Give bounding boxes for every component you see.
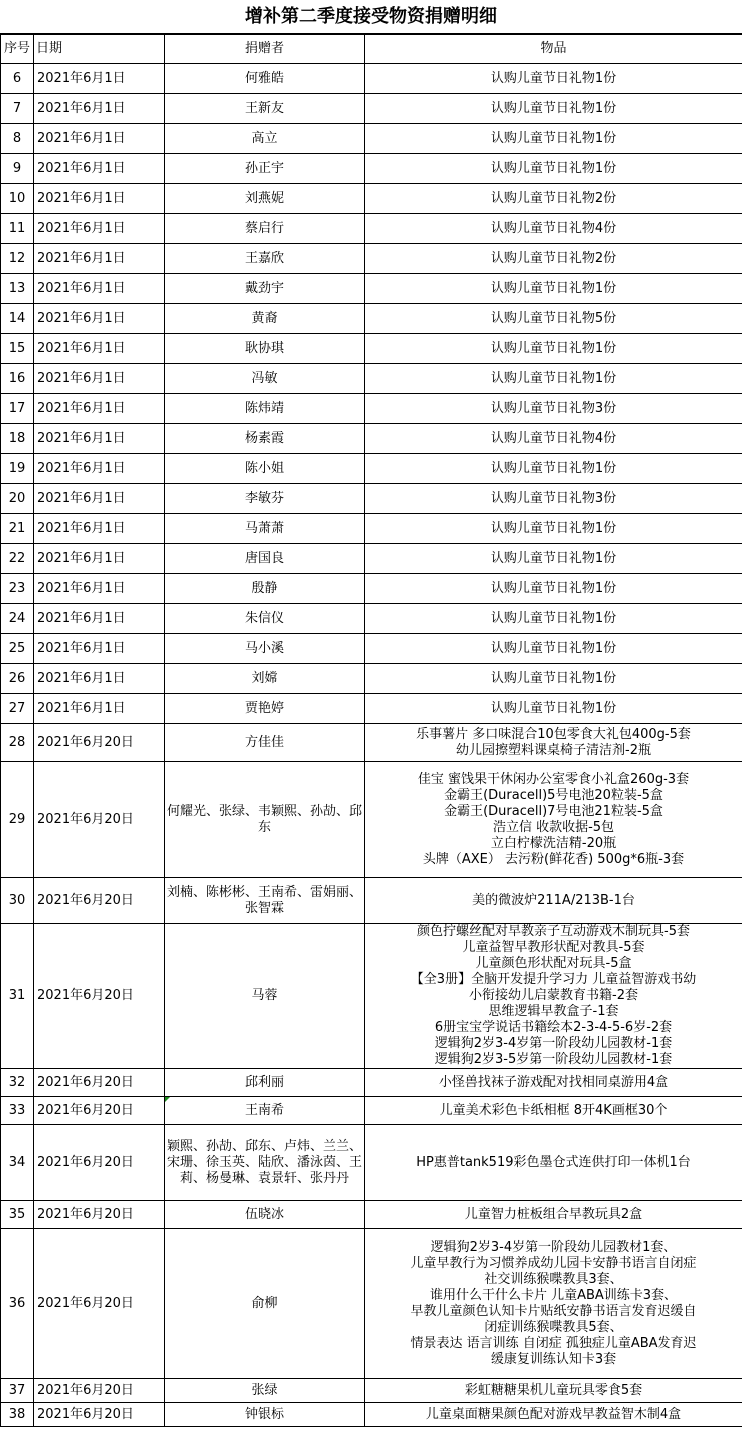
table-row <box>1 544 742 574</box>
row-date[interactable]: 2021年6月1日 <box>34 634 165 664</box>
table-row <box>1 304 742 334</box>
row-date[interactable]: 2021年6月1日 <box>34 274 165 304</box>
row-item[interactable]: 认购儿童节日礼物1份 <box>365 664 742 694</box>
row-donor[interactable]: 冯敏 <box>165 364 365 394</box>
table-row <box>1 604 742 634</box>
row-date[interactable]: 2021年6月20日 <box>34 1125 165 1201</box>
row-number[interactable]: 18 <box>1 424 34 454</box>
row-item[interactable]: 认购儿童节日礼物1份 <box>365 64 742 94</box>
row-donor[interactable]: 马萧萧 <box>165 514 365 544</box>
table-row <box>1 1201 742 1229</box>
row-donor[interactable]: 李敏芬 <box>165 484 365 514</box>
row-item[interactable]: 逻辑狗2岁3-4岁第一阶段幼儿园教材1套、 儿童早教行为习惯养成幼儿园卡安静书语言自闭症 社交训练猴喋教具3套、 谁用什么干什么卡片 儿童ABA训练卡3套、 早教儿童颜色认知卡片贴纸安静书语言发育迟缓自 闭症训练猴喋教具5套、 情景表达 语言训练 自闭症 孤独症儿童ABA发育迟 缓康复训练认知卡3套 <box>365 1229 742 1379</box>
table-row <box>1 154 742 184</box>
row-date[interactable]: 2021年6月20日 <box>34 1201 165 1229</box>
row-item[interactable]: 认购儿童节日礼物1份 <box>365 94 742 124</box>
row-date[interactable]: 2021年6月1日 <box>34 544 165 574</box>
row-donor[interactable]: 颖熙、孙劼、邱东、卢炜、兰兰、宋珊、徐玉英、陆欣、潘泳茵、王莉、杨曼琳、袁景轩、张丹丹 <box>165 1125 365 1201</box>
row-date[interactable]: 2021年6月1日 <box>34 604 165 634</box>
row-date[interactable]: 2021年6月1日 <box>34 454 165 484</box>
row-item[interactable]: 美的微波炉211A/213B-1台 <box>365 878 742 924</box>
row-number[interactable]: 16 <box>1 364 34 394</box>
table-row <box>1 334 742 364</box>
row-item[interactable]: 认购儿童节日礼物1份 <box>365 604 742 634</box>
row-number[interactable]: 6 <box>1 64 34 94</box>
header-no[interactable]: 序号 <box>1 35 34 64</box>
row-item[interactable]: 认购儿童节日礼物3份 <box>365 394 742 424</box>
row-date[interactable]: 2021年6月1日 <box>34 124 165 154</box>
row-number[interactable]: 31 <box>1 924 34 1069</box>
row-item[interactable]: 认购儿童节日礼物2份 <box>365 244 742 274</box>
row-number[interactable]: 11 <box>1 214 34 244</box>
row-donor[interactable]: 黄裔 <box>165 304 365 334</box>
row-number[interactable]: 23 <box>1 574 34 604</box>
table-row <box>1 454 742 484</box>
row-number[interactable]: 33 <box>1 1097 34 1125</box>
row-number[interactable]: 38 <box>1 1403 34 1427</box>
row-date[interactable]: 2021年6月20日 <box>34 1069 165 1097</box>
row-item[interactable]: 认购儿童节日礼物1份 <box>365 634 742 664</box>
table-row <box>1 1379 742 1403</box>
row-donor[interactable]: 伍晓冰 <box>165 1201 365 1229</box>
row-item[interactable]: 认购儿童节日礼物1份 <box>365 694 742 724</box>
row-date[interactable]: 2021年6月20日 <box>34 1229 165 1379</box>
row-number[interactable]: 15 <box>1 334 34 364</box>
donation-table <box>0 34 742 1427</box>
row-donor[interactable]: 耿协琪 <box>165 334 365 364</box>
row-donor[interactable]: 马小溪 <box>165 634 365 664</box>
table-row <box>1 574 742 604</box>
row-date[interactable]: 2021年6月20日 <box>34 1403 165 1427</box>
row-number[interactable]: 27 <box>1 694 34 724</box>
row-donor[interactable]: 邱利丽 <box>165 1069 365 1097</box>
row-date[interactable]: 2021年6月1日 <box>34 424 165 454</box>
row-number[interactable]: 10 <box>1 184 34 214</box>
row-date[interactable]: 2021年6月1日 <box>34 244 165 274</box>
row-donor[interactable]: 殷静 <box>165 574 365 604</box>
row-item[interactable]: 佳宝 蜜饯果干休闲办公室零食小礼盒260g-3套 金霸王(Duracell)5号电池20粒装-5盒 金霸王(Duracell)7号电池21粒装-5盒 浩立信 收款收据-5包 立白柠檬洗洁精-20瓶 头牌（AXE） 去污粉(鲜花香) 500g*6瓶-3套 <box>365 762 742 878</box>
table-row <box>1 124 742 154</box>
table-row <box>1 762 742 878</box>
row-date[interactable]: 2021年6月1日 <box>34 514 165 544</box>
row-date[interactable]: 2021年6月1日 <box>34 154 165 184</box>
row-donor[interactable]: 张绿 <box>165 1379 365 1403</box>
row-donor[interactable]: 陈炜靖 <box>165 394 365 424</box>
row-donor[interactable]: 王嘉欣 <box>165 244 365 274</box>
row-item[interactable]: 认购儿童节日礼物4份 <box>365 214 742 244</box>
header-date[interactable]: 日期 <box>34 35 165 64</box>
row-date[interactable]: 2021年6月1日 <box>34 694 165 724</box>
row-number[interactable]: 37 <box>1 1379 34 1403</box>
row-donor[interactable]: 高立 <box>165 124 365 154</box>
row-number[interactable]: 26 <box>1 664 34 694</box>
row-donor[interactable]: 戴劲宇 <box>165 274 365 304</box>
row-item[interactable]: 小怪兽找袜子游戏配对找相同桌游用4盒 <box>365 1069 742 1097</box>
row-date[interactable]: 2021年6月20日 <box>34 1097 165 1125</box>
row-item[interactable]: 认购儿童节日礼物1份 <box>365 364 742 394</box>
row-date[interactable]: 2021年6月1日 <box>34 334 165 364</box>
row-item[interactable]: 彩虹糖糖果机儿童玩具零食5套 <box>365 1379 742 1403</box>
row-donor[interactable]: 朱信仪 <box>165 604 365 634</box>
row-number[interactable]: 21 <box>1 514 34 544</box>
row-number[interactable]: 32 <box>1 1069 34 1097</box>
row-number[interactable]: 14 <box>1 304 34 334</box>
table-row <box>1 694 742 724</box>
table-row <box>1 394 742 424</box>
row-donor[interactable]: 何耀光、张绿、韦颖熙、孙劼、邱东 <box>165 762 365 878</box>
table-row <box>1 364 742 394</box>
row-number[interactable]: 12 <box>1 244 34 274</box>
table-row <box>1 1069 742 1097</box>
row-item[interactable]: 认购儿童节日礼物1份 <box>365 154 742 184</box>
row-item[interactable]: 认购儿童节日礼物1份 <box>365 574 742 604</box>
row-item[interactable]: 乐事薯片 多口味混合10包零食大礼包400g-5套 幼儿园擦塑料课桌椅子清洁剂-2瓶 <box>365 724 742 762</box>
row-date[interactable]: 2021年6月20日 <box>34 878 165 924</box>
row-date[interactable]: 2021年6月1日 <box>34 304 165 334</box>
row-item[interactable]: 认购儿童节日礼物1份 <box>365 514 742 544</box>
table-row <box>1 424 742 454</box>
row-date[interactable]: 2021年6月1日 <box>34 574 165 604</box>
table-row <box>1 634 742 664</box>
row-item[interactable]: 认购儿童节日礼物1份 <box>365 454 742 484</box>
row-donor[interactable]: 刘嫦 <box>165 664 365 694</box>
row-number[interactable]: 9 <box>1 154 34 184</box>
row-donor[interactable]: 蔡启行 <box>165 214 365 244</box>
row-donor[interactable]: 何雅皓 <box>165 64 365 94</box>
table-row <box>1 724 742 762</box>
row-item[interactable]: 认购儿童节日礼物5份 <box>365 304 742 334</box>
row-number[interactable]: 24 <box>1 604 34 634</box>
row-number[interactable]: 17 <box>1 394 34 424</box>
table-row <box>1 878 742 924</box>
row-item[interactable]: 认购儿童节日礼物4份 <box>365 424 742 454</box>
row-number[interactable]: 28 <box>1 724 34 762</box>
row-number[interactable]: 20 <box>1 484 34 514</box>
row-date[interactable]: 2021年6月1日 <box>34 484 165 514</box>
row-date[interactable]: 2021年6月20日 <box>34 762 165 878</box>
row-number[interactable]: 29 <box>1 762 34 878</box>
table-row <box>1 244 742 274</box>
table-row <box>1 484 742 514</box>
table-row <box>1 1403 742 1427</box>
table-row <box>1 1229 742 1379</box>
row-number[interactable]: 7 <box>1 94 34 124</box>
row-donor[interactable]: 马蓉 <box>165 924 365 1069</box>
row-number[interactable]: 36 <box>1 1229 34 1379</box>
row-item[interactable]: 认购儿童节日礼物1份 <box>365 124 742 154</box>
row-number[interactable]: 22 <box>1 544 34 574</box>
row-item[interactable]: 认购儿童节日礼物1份 <box>365 274 742 304</box>
row-date[interactable]: 2021年6月1日 <box>34 184 165 214</box>
row-item[interactable]: 儿童美术彩色卡纸相框 8开4K画框30个 <box>365 1097 742 1125</box>
row-donor[interactable]: 陈小姐 <box>165 454 365 484</box>
row-number[interactable]: 34 <box>1 1125 34 1201</box>
row-item[interactable]: HP惠普tank519彩色墨仓式连供打印一体机1台 <box>365 1125 742 1201</box>
row-date[interactable]: 2021年6月1日 <box>34 214 165 244</box>
header-item[interactable]: 物品 <box>365 35 742 64</box>
header-donor[interactable]: 捐赠者 <box>165 35 365 64</box>
table-row <box>1 924 742 1069</box>
row-number[interactable]: 35 <box>1 1201 34 1229</box>
row-donor[interactable]: 俞柳 <box>165 1229 365 1379</box>
row-donor[interactable]: 王新友 <box>165 94 365 124</box>
row-donor[interactable]: 钟银标 <box>165 1403 365 1427</box>
row-date[interactable]: 2021年6月1日 <box>34 94 165 124</box>
row-item[interactable]: 儿童智力桩板组合早教玩具2盒 <box>365 1201 742 1229</box>
row-date[interactable]: 2021年6月1日 <box>34 394 165 424</box>
row-number[interactable]: 30 <box>1 878 34 924</box>
row-item[interactable]: 认购儿童节日礼物2份 <box>365 184 742 214</box>
table-row <box>1 514 742 544</box>
header-row <box>1 35 742 64</box>
row-number[interactable]: 8 <box>1 124 34 154</box>
cell-comment-marker <box>165 1097 170 1102</box>
table-row <box>1 184 742 214</box>
row-date[interactable]: 2021年6月20日 <box>34 1379 165 1403</box>
row-donor[interactable]: 王南希 <box>165 1097 365 1125</box>
row-number[interactable]: 19 <box>1 454 34 484</box>
row-date[interactable]: 2021年6月1日 <box>34 64 165 94</box>
table-row <box>1 214 742 244</box>
row-item[interactable]: 颜色拧螺丝配对早教亲子互动游戏木制玩具-5套 儿童益智早教形状配对教具-5套 儿童颜色形状配对玩具-5盒 【全3册】全脑开发提升学习力 儿童益智游戏书幼 小衔接幼儿启蒙教育书籍-2套 思维逻辑早教盒子-1套 6册宝宝学说话书籍绘本2-3-4-5-6岁-2套 逻辑狗2岁3-4岁第一阶段幼儿园教材-1套 逻辑狗2岁3-5岁第一阶段幼儿园教材-1套 <box>365 924 742 1069</box>
row-item[interactable]: 认购儿童节日礼物3份 <box>365 484 742 514</box>
row-donor[interactable]: 唐国良 <box>165 544 365 574</box>
row-number[interactable]: 13 <box>1 274 34 304</box>
row-item[interactable]: 儿童桌面糖果颜色配对游戏早教益智木制4盒 <box>365 1403 742 1427</box>
table-row <box>1 664 742 694</box>
table-row <box>1 274 742 304</box>
row-donor[interactable]: 刘楠、陈彬彬、王南希、雷娟丽、张智霖 <box>165 878 365 924</box>
row-item[interactable]: 认购儿童节日礼物1份 <box>365 544 742 574</box>
row-donor[interactable]: 方佳佳 <box>165 724 365 762</box>
row-donor[interactable]: 孙正宇 <box>165 154 365 184</box>
table-row <box>1 94 742 124</box>
table-row <box>1 1097 742 1125</box>
row-date[interactable]: 2021年6月1日 <box>34 664 165 694</box>
row-donor[interactable]: 杨素霞 <box>165 424 365 454</box>
table-row <box>1 1125 742 1201</box>
row-item[interactable]: 认购儿童节日礼物1份 <box>365 334 742 364</box>
row-donor[interactable]: 刘燕妮 <box>165 184 365 214</box>
row-date[interactable]: 2021年6月20日 <box>34 924 165 1069</box>
row-number[interactable]: 25 <box>1 634 34 664</box>
row-donor[interactable]: 贾艳婷 <box>165 694 365 724</box>
row-date[interactable]: 2021年6月1日 <box>34 364 165 394</box>
row-date[interactable]: 2021年6月20日 <box>34 724 165 762</box>
table-row <box>1 64 742 94</box>
sheet-title: 增补第二季度接受物资捐赠明细 <box>0 0 742 34</box>
